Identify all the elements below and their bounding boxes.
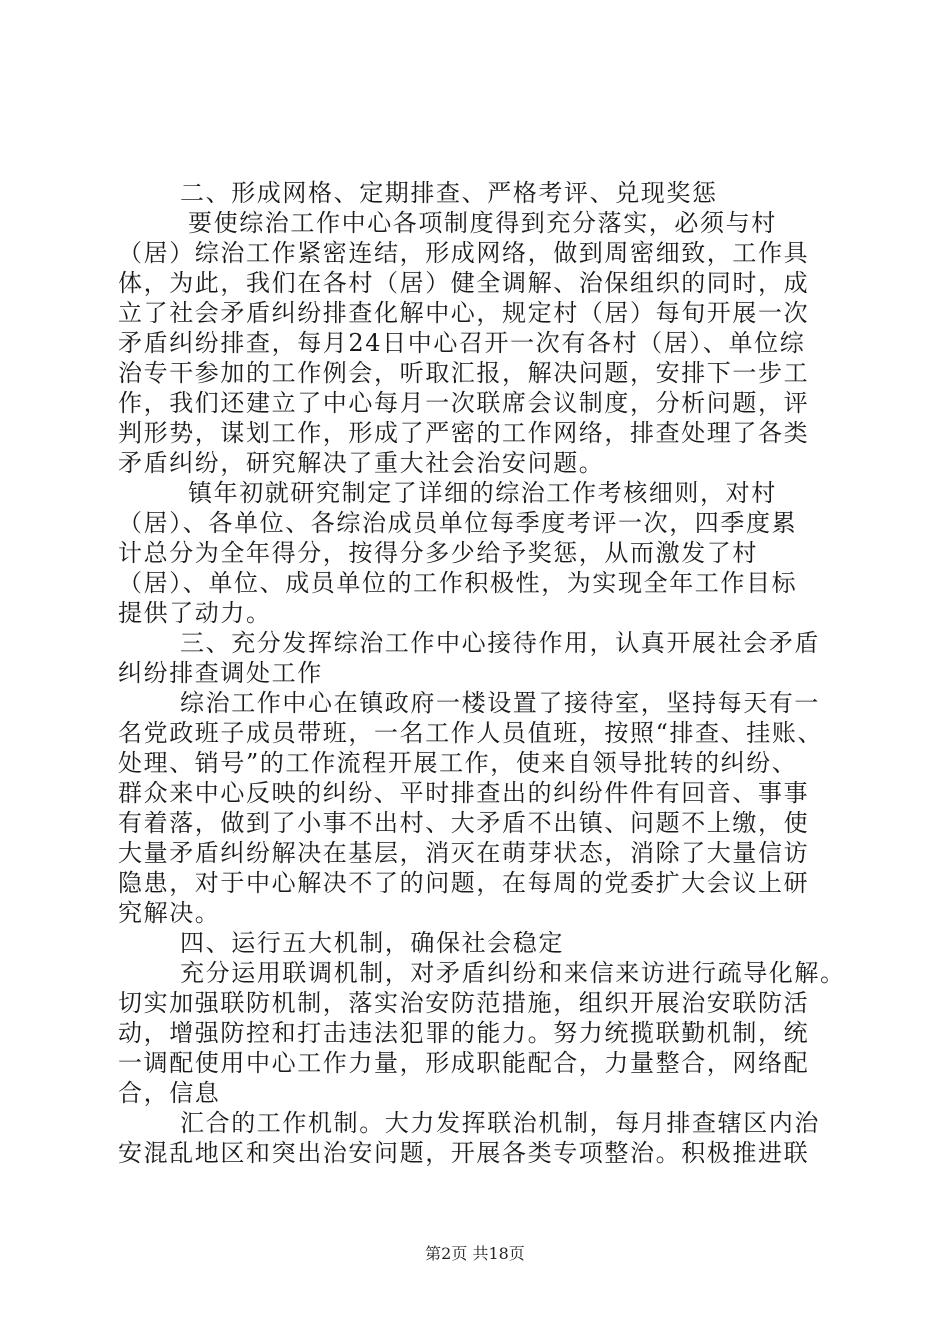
section-heading-3: 三、充分发挥综治工作中心接待作用，认真开展社会矛盾 — [180, 629, 820, 657]
page-number-footer: 第2页 共18页 — [425, 1244, 525, 1263]
paragraph-line: 作，我们还建立了中心每月一次联席会议制度，分析问题，评 — [118, 389, 810, 417]
paragraph-line: 汇合的工作机制。大力发挥联治机制，每月排查辖区内治 — [180, 1109, 820, 1137]
paragraph-line: 安混乱地区和突出治安问题，开展各类专项整治。积极推进联 — [118, 1139, 810, 1167]
document-body — [118, 178, 846, 1168]
paragraph-line: 有着落，做到了小事不出村、大矛盾不出镇、问题不上缴，使 — [118, 809, 810, 837]
paragraph-line: 计总分为全年得分，按得分多少给予奖惩，从而激发了村 — [118, 539, 758, 567]
paragraph-line: 处理、销号”的工作流程开展工作，使来自领导批转的纠纷、 — [118, 749, 798, 777]
paragraph-line: 要使综治工作中心各项制度得到充分落实，必须与村 — [188, 209, 777, 237]
paragraph-line: （居）、单位、成员单位的工作积极性，为实现全年工作目标 — [118, 569, 798, 597]
paragraph-line: 充分运用联调机制，对矛盾纠纷和来信来访进行疏导化解。 — [180, 959, 846, 987]
paragraph-line: 隐患，对于中心解决不了的问题，在每周的党委扩大会议上研 — [118, 869, 810, 897]
section-heading-2: 二、形成网格、定期排查、严格考评、兑现奖惩 — [180, 179, 718, 207]
paragraph-line: 一调配使用中心工作力量，形成职能配合，力量整合，网络配 — [118, 1049, 810, 1077]
paragraph-line: 矛盾纠纷排查，每月24日中心召开一次有各村（居）、单位综 — [118, 329, 806, 357]
paragraph-line: 动，增强防控和打击违法犯罪的能力。努力统揽联勤机制，统 — [118, 1019, 810, 1047]
paragraph-line: 治专干参加的工作例会，听取汇报，解决问题，安排下一步工 — [118, 359, 810, 387]
paragraph-line: 体，为此，我们在各村（居）健全调解、治保组织的同时，成 — [118, 269, 810, 297]
paragraph-line: 判形势，谋划工作，形成了严密的工作网络，排查处理了各类 — [118, 419, 810, 447]
paragraph-line: 切实加强联防机制，落实治安防范措施，组织开展治安联防活 — [118, 989, 810, 1017]
paragraph-line: 名党政班子成员带班，一名工作人员值班，按照“排查、挂账、 — [118, 719, 824, 747]
paragraph-line: 镇年初就研究制定了详细的综治工作考核细则，对村 — [188, 479, 777, 507]
paragraph-line: 群众来中心反映的纠纷、平时排查出的纠纷件件有回音、事事 — [118, 779, 810, 807]
paragraph-line: 提供了动力。 — [118, 599, 272, 627]
paragraph-line: （居）、各单位、各综治成员单位每季度考评一次，四季度累 — [118, 509, 798, 537]
paragraph-line: 综治工作中心在镇政府一楼设置了接待室，坚持每天有一 — [180, 689, 820, 717]
section-heading-4: 四、运行五大机制，确保社会稳定 — [180, 929, 564, 957]
paragraph-line: 矛盾纠纷，研究解决了重大社会治安问题。 — [118, 449, 605, 477]
paragraph-line: 大量矛盾纠纷解决在基层，消灭在萌芽状态，消除了大量信访 — [118, 839, 810, 867]
section-heading-3-continued: 纠纷排查调处工作 — [118, 659, 323, 687]
paragraph-line: 立了社会矛盾纠纷排查化解中心，规定村（居）每旬开展一次 — [118, 299, 810, 327]
paragraph-line: （居）综治工作紧密连结，形成网络，做到周密细致，工作具 — [118, 239, 810, 267]
paragraph-line: 合，信息 — [118, 1079, 221, 1107]
paragraph-line: 究解决。 — [118, 899, 221, 927]
